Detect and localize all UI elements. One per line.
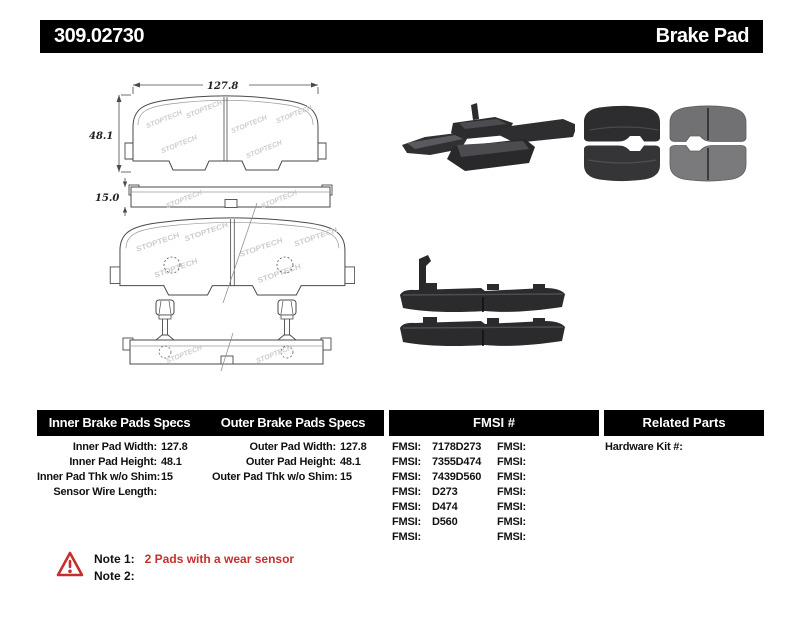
related-row: Hardware Kit #: <box>605 441 683 453</box>
spec-row: Outer Pad Height: 48.1 <box>245 456 361 468</box>
fmsi-row: FMSI: <box>497 471 526 483</box>
note-2-label: Note 2: <box>94 569 135 583</box>
related-parts-header-bar <box>604 410 764 436</box>
fmsi-row: FMSI: <box>497 516 526 528</box>
technical-drawing <box>85 75 355 395</box>
watermark-text: STOPTECH <box>165 189 204 211</box>
fmsi-header-bar <box>389 410 599 436</box>
note-1 <box>94 551 294 568</box>
fmsi-row: FMSI: D560 <box>392 516 458 528</box>
pad-backplate-photo <box>584 106 660 142</box>
pad-bottom-view <box>123 333 331 371</box>
warning-icon <box>55 550 85 578</box>
spec-row: Inner Pad Height: 48.1 <box>69 456 182 468</box>
fmsi-row: FMSI: D474 <box>392 501 458 513</box>
inner-specs-column <box>37 440 195 500</box>
inner-pad-front-view <box>110 218 354 295</box>
spec-row: Outer Pad Thk w/o Shim: 15 <box>212 471 352 483</box>
outer-specs-title: Outer Brake Pads Specs <box>220 415 366 430</box>
watermark-text: STOPTECH <box>165 344 204 366</box>
dim-thickness-label: 15.0 <box>95 193 120 204</box>
pad-side-view <box>95 178 332 216</box>
watermark-text: STOPTECH <box>255 344 294 366</box>
fmsi-row: FMSI: D273 <box>392 486 458 498</box>
dim-width-label: 127.8 <box>207 81 239 92</box>
fmsi-row: FMSI: <box>497 486 526 498</box>
photo-pads-perspective <box>395 95 575 180</box>
fmsi-column-1 <box>392 440 492 545</box>
related-parts-title: Related Parts <box>642 415 726 430</box>
pad-backplate-photo <box>584 146 660 182</box>
note-1-label: Note 1: <box>94 552 135 566</box>
dim-height-label: 48.1 <box>89 131 114 142</box>
outer-pad-front-view <box>125 96 326 170</box>
watermark-text: STOPTECH <box>260 189 299 211</box>
spec-row: Inner Pad Width: 127.8 <box>72 441 188 453</box>
pad-edge-with-sensor-photo <box>400 255 565 312</box>
pad-friction-photo <box>670 146 746 182</box>
fmsi-row: FMSI: 7355D474 <box>392 456 482 468</box>
pad-photo <box>402 103 575 171</box>
outer-specs-column <box>212 440 374 485</box>
inner-specs-title: Inner Brake Pads Specs <box>48 415 191 430</box>
fmsi-row: FMSI: <box>497 441 526 453</box>
fmsi-row: FMSI: 7439D560 <box>392 471 482 483</box>
specs-header-bar <box>37 410 384 436</box>
fmsi-row: FMSI: <box>497 456 526 468</box>
fmsi-row: FMSI: <box>497 501 526 513</box>
dim-width <box>133 78 318 94</box>
fmsi-row: FMSI: 7178D273 <box>392 441 482 453</box>
note-2 <box>94 568 294 585</box>
part-number: 309.02730 <box>54 25 145 47</box>
header-bar <box>40 20 763 53</box>
spec-row: Outer Pad Width: 127.8 <box>249 441 367 453</box>
fmsi-column-2 <box>497 440 577 545</box>
photo-pads-edge <box>395 253 575 358</box>
related-parts-column <box>605 440 765 455</box>
dim-height <box>87 95 131 172</box>
spec-row: Inner Pad Thk w/o Shim: 15 <box>37 471 173 483</box>
page-title: Brake Pad <box>655 25 749 47</box>
pad-edge-photo <box>400 317 565 346</box>
fmsi-row: FMSI: <box>497 531 526 543</box>
pad-friction-photo <box>670 106 746 142</box>
photo-pads-grid <box>580 100 750 185</box>
fmsi-title: FMSI # <box>473 415 515 430</box>
note-1-text: 2 Pads with a wear sensor <box>144 552 295 566</box>
fmsi-row: FMSI: <box>392 531 421 543</box>
spec-row: Sensor Wire Length: <box>53 486 157 498</box>
notes-block <box>94 551 294 585</box>
